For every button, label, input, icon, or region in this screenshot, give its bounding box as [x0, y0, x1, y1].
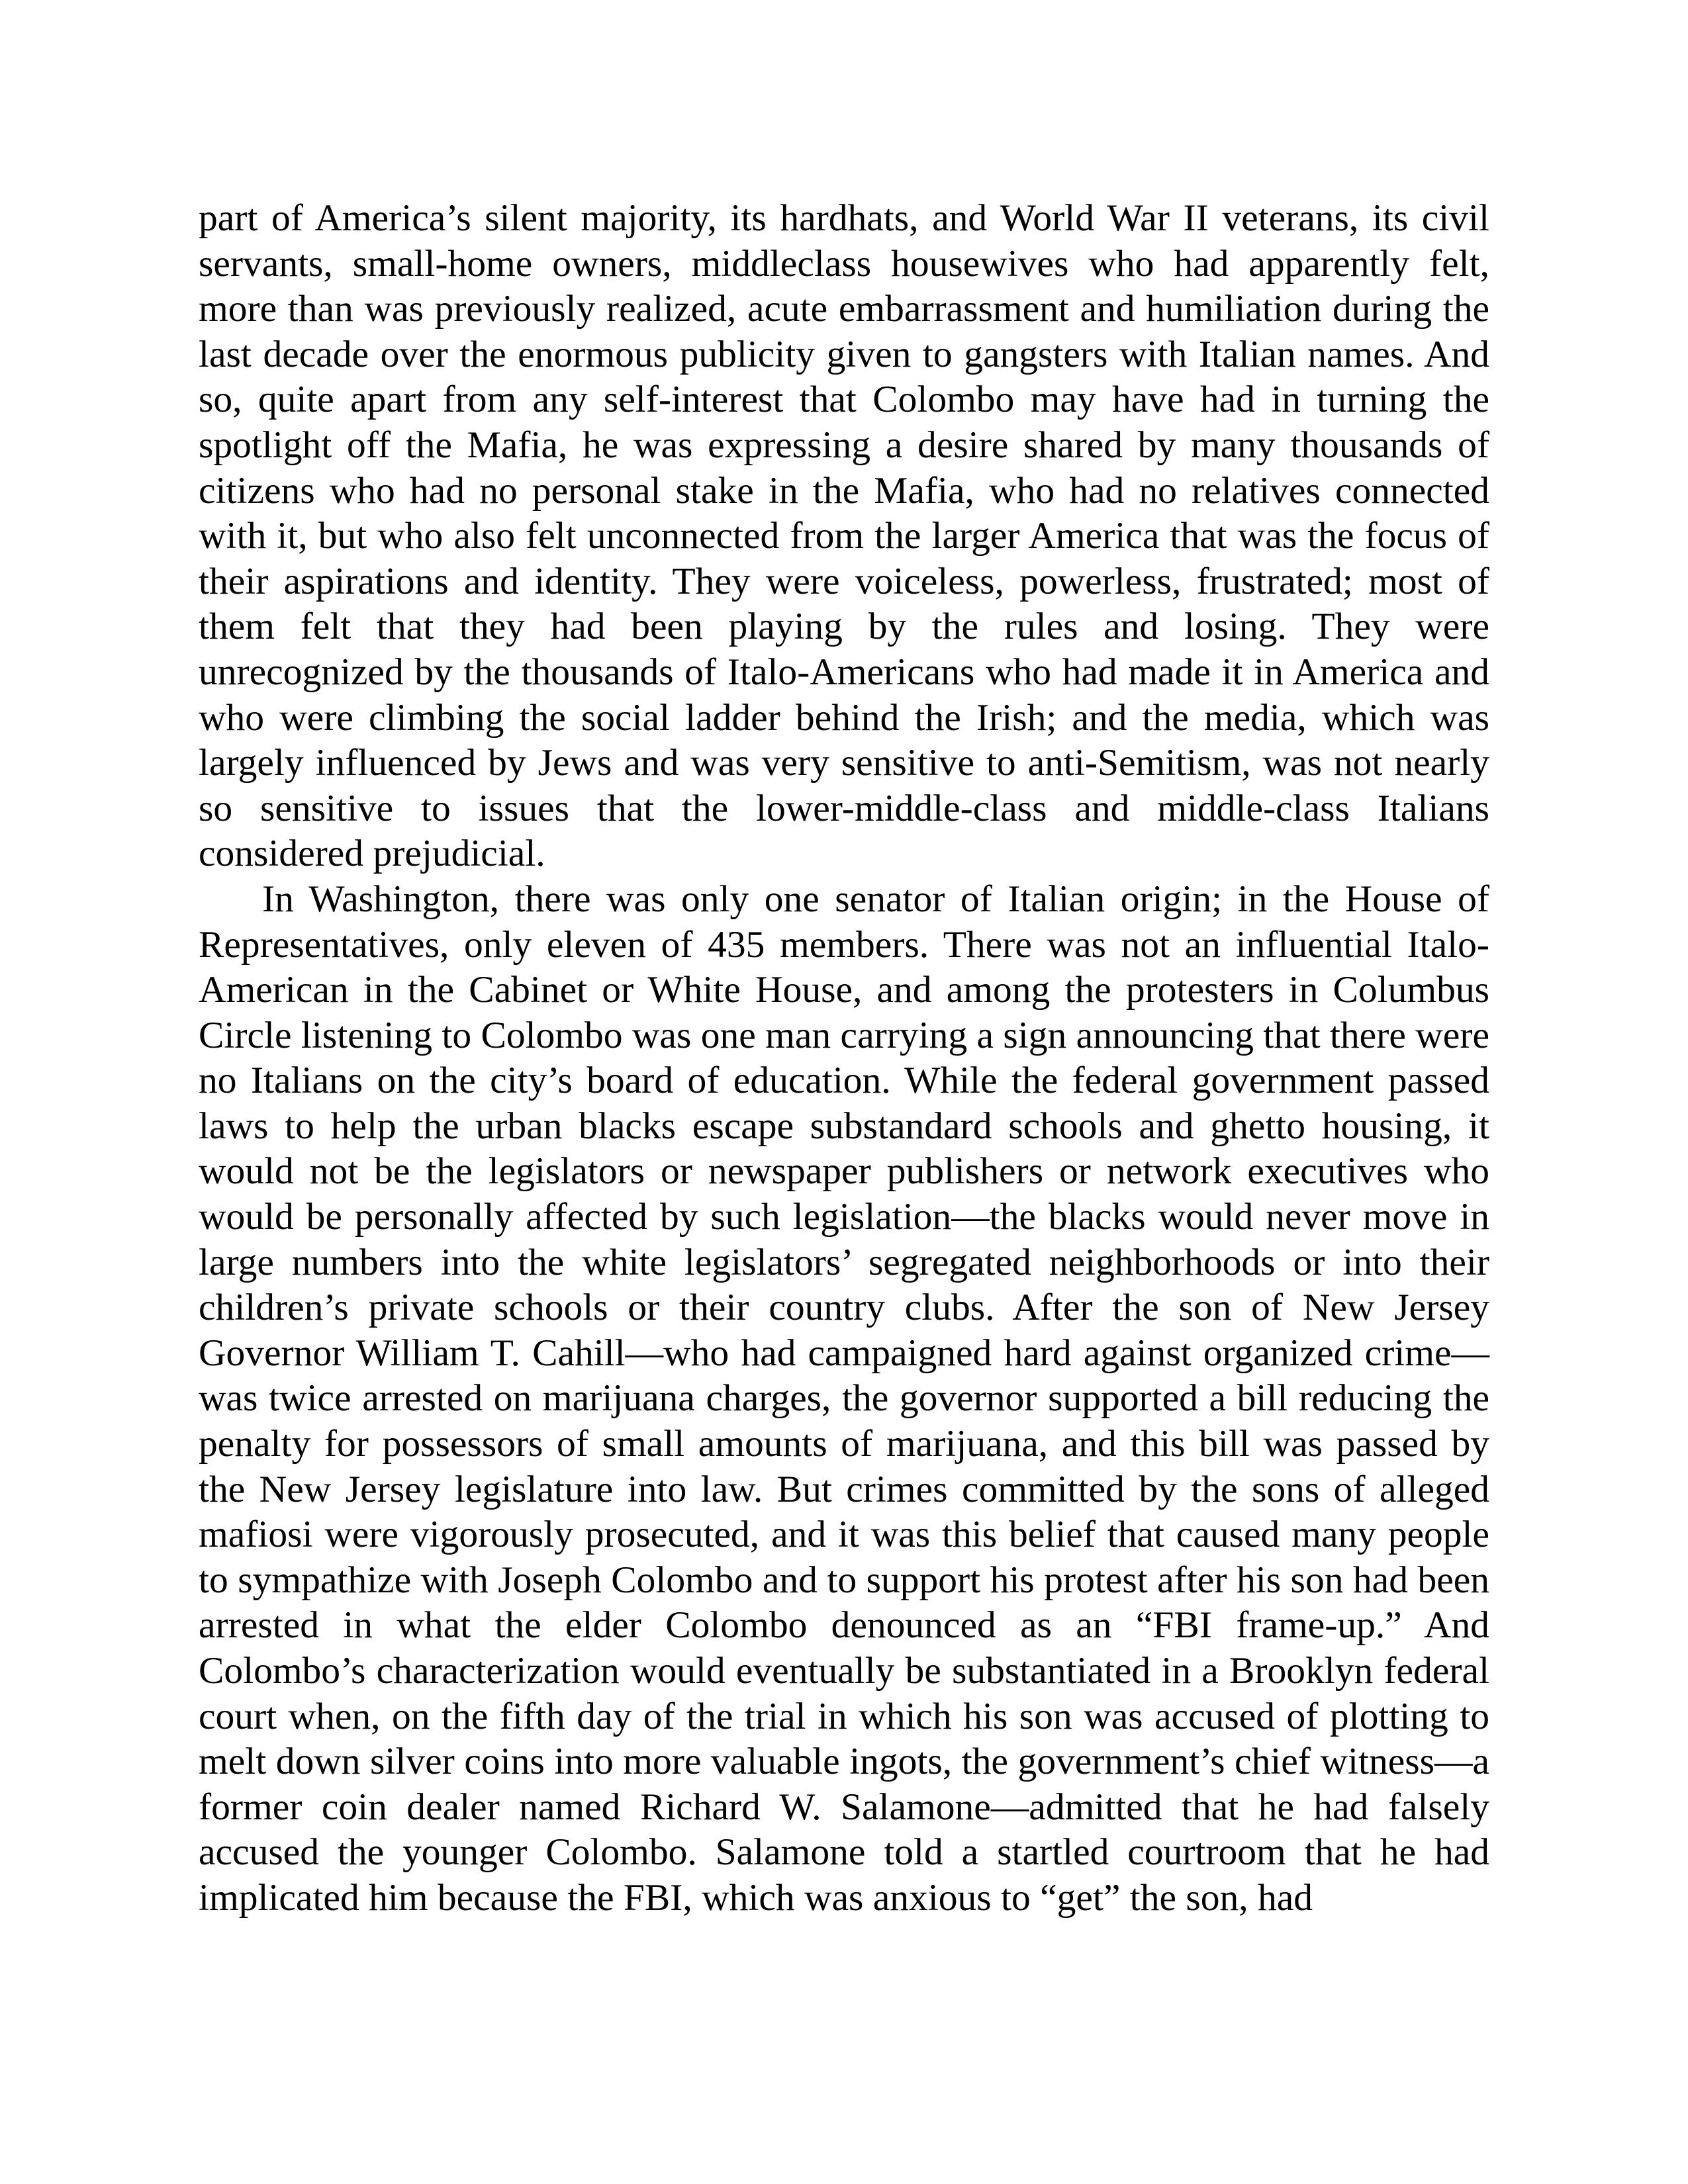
paragraph: part of America’s silent majority, its hardhats, and World War II veterans, its civil servants, small-home owners, middleclass housewives who had apparently felt, more than was previously realized, acute embarrassment and humiliation during the last decade over the enormous publicity given to gangsters with Italian names. And so, quite apart from any self-interest that Colombo may have had in turning the spotlight off the Mafia, he was expressing a desire shared by many thousands of citizens who had no personal stake in the Mafia, who had no relatives connected with it, but who also felt unconnected from the larger America that was the focus of their aspirations and identity. They were voiceless, powerless, frustrated; most of them felt that they had been playing by the rules and losing. They were unrecognized by the thousands of Italo-Americans who had made it in America and who were climbing the social ladder behind the Irish; and the media, which was largely influenced by Jews and was very sensitive to anti-Semitism, was not nearly so sensitive to issues that the lower-middle-class and middle-class Italians considered prejudicial.: [199, 197, 1489, 875]
page-body: [199, 196, 1489, 1921]
paragraph: In Washington, there was only one senator of Italian origin; in the House of Representatives, only eleven of 435 members. There was not an influential Italo-American in the Cabinet or White House, and among the protesters in Columbus Circle listening to Colombo was one man carrying a sign announcing that there were no Italians on the city’s board of education. While the federal government passed laws to help the urban blacks escape substandard schools and ghetto housing, it would not be the legislators or newspaper publishers or network executives who would be personally affected by such legislation—the blacks would never move in large numbers into the white legislators’ segregated neighborhoods or into their children’s private schools or their country clubs. After the son of New Jersey Governor William T. Cahill—who had campaigned hard against organized crime—was twice arrested on marijuana charges, the governor supported a bill reducing the penalty for possessors of small amounts of marijuana, and this bill was passed by the New Jersey legislature into law. But crimes committed by the sons of alleged mafiosi were vigorously prosecuted, and it was this belief that caused many people to sympathize with Joseph Colombo and to support his protest after his son had been arrested in what the elder Colombo denounced as an “FBI frame-up.” And Colombo’s characterization would eventually be substantiated in a Brooklyn federal court when, on the fifth day of the trial in which his son was accused of plotting to melt down silver coins into more valuable ingots, the government’s chief witness—a former coin dealer named Richard W. Salamone—admitted that he had falsely accused the younger Colombo. Salamone told a startled courtroom that he had implicated him because the FBI, which was anxious to “get” the son, had: [199, 878, 1489, 1919]
